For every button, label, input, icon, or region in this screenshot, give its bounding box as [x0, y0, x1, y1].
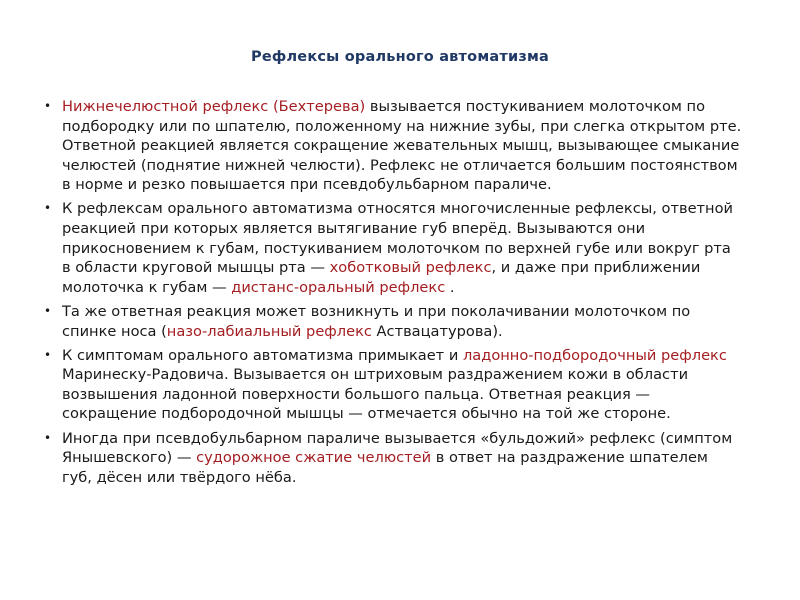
bullet-item: [42, 302, 742, 341]
bullet-text: Маринеску-Радовича. Вызывается он штриховым раздражением кожи в области возвышения ладонной поверхности большого пальца. Ответная реакция — сокращение подбородочной мышцы — отмечается обычно на той же стороне.: [62, 366, 689, 423]
slide-title: Рефлексы орального автоматизма: [251, 49, 549, 65]
bullet-dot-icon: •: [44, 347, 52, 362]
bullet-text: Та же ответная реакция может возникнуть и при поколачивании молоточком по спинке носа (: [62, 302, 691, 340]
bullet-dot-icon: •: [44, 201, 52, 216]
bullet-text: К симптомам орального автоматизма примыкает и: [62, 346, 463, 364]
bullet-dot-icon: •: [44, 430, 52, 445]
bullet-item: [42, 346, 742, 424]
bullet-text: .: [445, 278, 455, 296]
bullet-highlight: ладонно-подбородочный рефлекс: [462, 346, 727, 364]
bullet-text: Иногда при псевдобульбарном параличе вызывается «бульдожий» рефлекс (симптом Янышевского) —: [62, 429, 733, 467]
bullet-highlight: Нижнечелюстной рефлекс (Бехтерева): [62, 98, 366, 115]
bullet-highlight: судорожное сжатие челюстей: [196, 449, 432, 467]
bullet-item: [42, 429, 742, 488]
bullet-item: [42, 199, 742, 297]
bullet-dot-icon: •: [44, 99, 52, 113]
bullet-highlight: назо-лабиальный рефлекс: [166, 322, 372, 340]
bullet-text: , и даже при приближении молоточка к губам —: [62, 259, 701, 296]
bullet-text: К рефлексам орального автоматизма относятся многочисленные рефлексы, ответной реакцией при которых является вытягивание губ вперёд. Вызываются они прикосновением к губам, постукиванием молоточком по верхней губе или вокруг рта в области круговой мышцы рта —: [62, 200, 733, 277]
bullet-highlight: дистанс-оральный рефлекс: [231, 278, 446, 296]
bullet-text: вызывается постукиванием молоточком по подбородку или по шпателю, положенному на нижние зубы, при слегка открытом рте. Ответной реакцией является сокращение жевательных мышц, вызывающее смыкание челюстей (поднятие нижней челюсти). Рефлекс не отличается большим постоянством в норме и резко повышается при псевдобульбарном параличе.: [62, 98, 742, 194]
bullet-item: [42, 97, 742, 195]
bullet-highlight: хоботковый рефлекс: [329, 259, 492, 277]
bullet-text: Аствацатурова).: [371, 322, 503, 340]
bullet-text: в ответ на раздражение шпателем губ, дёсен или твёрдого нёба.: [62, 449, 708, 486]
bullet-dot-icon: •: [44, 303, 52, 318]
bullet-list: [42, 97, 742, 492]
